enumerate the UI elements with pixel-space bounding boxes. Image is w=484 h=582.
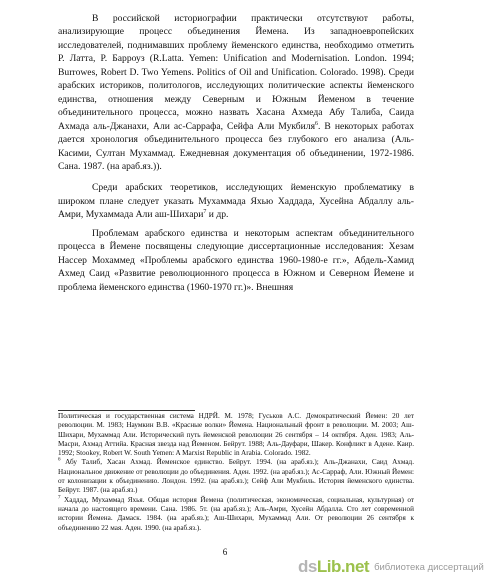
- footnote-7: $^7$ Хаддад, Мухаммад Яхья. Общая история Йемена (политическая, экономическая, социальная, культурная) от начала до настоящего времени. Сана. 1986. 5т. (на араб.яз.); Аль-Амри, Хусейн Абдалла. Сто лет современной истории Йемена. Дамаск. 1984. (на араб.яз.); Аш-Шихари, Мухаммад Али. От революции 26 сентября к объединению 22 мая. Аден. 1990. (на араб.яз.).: [58, 495, 414, 532]
- footnote-continued: Политическая и государственная система НДРЙ. М. 1978; Гуськов А.С. Демократический Йемен: 20 лет революции. М. 1983; Наумкин В.В. «Красные волки» Йемена. Национальный фронт в революции. М. 2003; Аш-Шихари, Мухаммад Али. Исторический путь йеменской революции 26 сентября – 14 октября. Аден. 1983; Аль-Масри, Ахмад Аттийа. Красная звезда над Йеменом. Бейрут. 1988; Аль-Дауфари, Шакер. Конфликт в Адене. Каир. 1992; Stookey, Robert W. South Yemen: A Marxist Republic in Arabia. Colorado. 1982.: [58, 412, 414, 458]
- footnotes: [58, 412, 414, 533]
- footnote-mark-6: 6: [58, 458, 61, 464]
- footnote-ref-7[interactable]: 7: [203, 209, 207, 216]
- paragraph-3: Проблемам арабского единства и некоторым аспектам объединительного процесса в Йемене посвящены следующие диссертационные исследования: Хезам Нассер Мохаммед «Проблемы арабского единства 1960-1980-е гг.», Абдель-Хамид Ахмед Саид «Развитие революционного процесса в Южном и Северном Йемене и проблема йеменского единства (1960-1970 гг.)». Внешняя: [58, 227, 414, 293]
- watermark: [298, 556, 484, 578]
- paragraph-2: Среди арабских теоретиков, исследующих йеменскую проблематику в широком плане следует указать Мухаммада Яхью Хаддада, Хусейна Абдаллу аль-Амри, Мухаммада Али аш-Шихари$^7$ и др.: [58, 182, 414, 221]
- footnote-6: $^6$ Абу Талиб, Хасан Ахмад. Йеменское единство. Бейрут. 1994. (на араб.яз.); Аль-Джанахи, Саид Ахмад. Национальное движение от революции до объединения. Аден. 1992. (на араб.яз.); Ас-Сарраф, Али. Южный Йемен: от колонизации к объединению. Лондон. 1992. (на араб.яз.); Сейф Али Мукбиль. История йеменского единства. Бейрут. 1987. (на араб.яз.): [58, 458, 414, 495]
- watermark-caption: библиотека диссертаций: [374, 561, 484, 573]
- footnote-ref-6[interactable]: 6: [315, 120, 319, 127]
- watermark-logo: dsLib.net: [298, 557, 370, 576]
- main-text: [58, 12, 414, 294]
- footnote-divider: [58, 410, 195, 411]
- paragraph-1: В российской историографии практически отсутствуют работы, анализирующие процесс объединения Йемена. Из западноевропейских исследователей, поднимавших проблему йеменского единства, необходимо отметить Р. Латта, Р. Барроуз (R.Latta. Yemen: Unification and Modernisation. London. 1994; Burrowes, Robert D. Two Yemens. Politics of Oil and Unification. Colorado. 1998). Среди арабских историков, политологов, исследующих политические аспекты йеменского единства, отношения между Северным и Южным Йеменом в течение объединительного процесса, можно назвать Хасана Ахмеда Абу Талиба, Саида Ахмада аль-Джанахи, Али ас-Саррафа, Сейфа Али Мукбиля$^6$. В некоторых работах дается хронология объединительного процесса без глубокого его анализа (Аль-Касими, Султан Мухаммад. Ежедневная документация об объединении, 1972-1986. Сана. 1987. (на араб.яз.)).: [58, 13, 414, 172]
- footnote-mark-7: 7: [58, 495, 61, 501]
- page-number: 6: [222, 547, 228, 557]
